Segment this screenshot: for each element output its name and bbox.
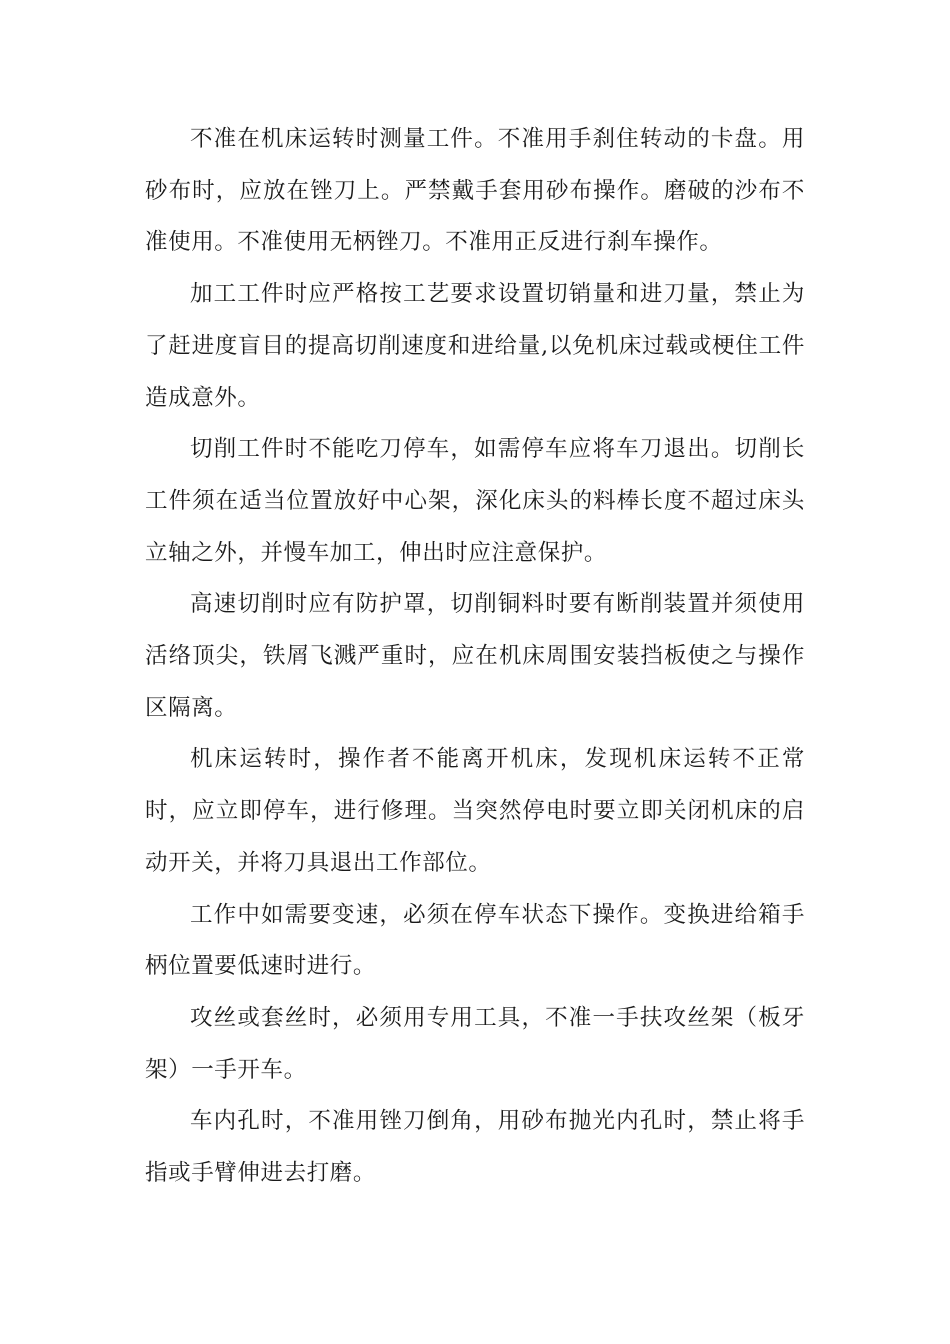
paragraph: 机床运转时，操作者不能离开机床，发现机床运转不正常时，应立即停车，进行修理。当突然停电时要立即关闭机床的启动开关，并将刀具退出工作部位。	[145, 746, 805, 876]
paragraph: 高速切削时应有防护罩，切削铜料时要有断削装置并须使用活络顶尖，铁屑飞溅严重时，应在机床周围安装挡板使之与操作区隔离。	[145, 591, 805, 721]
paragraph: 工作中如需要变速，必须在停车状态下操作。变换进给箱手柄位置要低速时进行。	[145, 901, 805, 980]
paragraph: 车内孔时，不准用锉刀倒角，用砂布抛光内孔时，禁止将手指或手臂伸进去打磨。	[145, 1108, 805, 1187]
paragraph: 加工工件时应严格按工艺要求设置切销量和进刀量，禁止为了赶进度盲目的提高切削速度和进给量,以免机床过载或梗住工件造成意外。	[145, 281, 805, 411]
document-body	[145, 114, 805, 1200]
paragraph: 不准在机床运转时测量工件。不准用手刹住转动的卡盘。用砂布时，应放在锉刀上。严禁戴手套用砂布操作。磨破的沙布不准使用。不准使用无柄锉刀。不准用正反进行刹车操作。	[145, 126, 805, 256]
paragraph: 攻丝或套丝时，必须用专用工具，不准一手扶攻丝架（板牙架）一手开车。	[145, 1004, 805, 1083]
paragraph: 切削工件时不能吃刀停车，如需停车应将车刀退出。切削长工件须在适当位置放好中心架，深化床头的料棒长度不超过床头立轴之外，并慢车加工，伸出时应注意保护。	[145, 436, 805, 566]
